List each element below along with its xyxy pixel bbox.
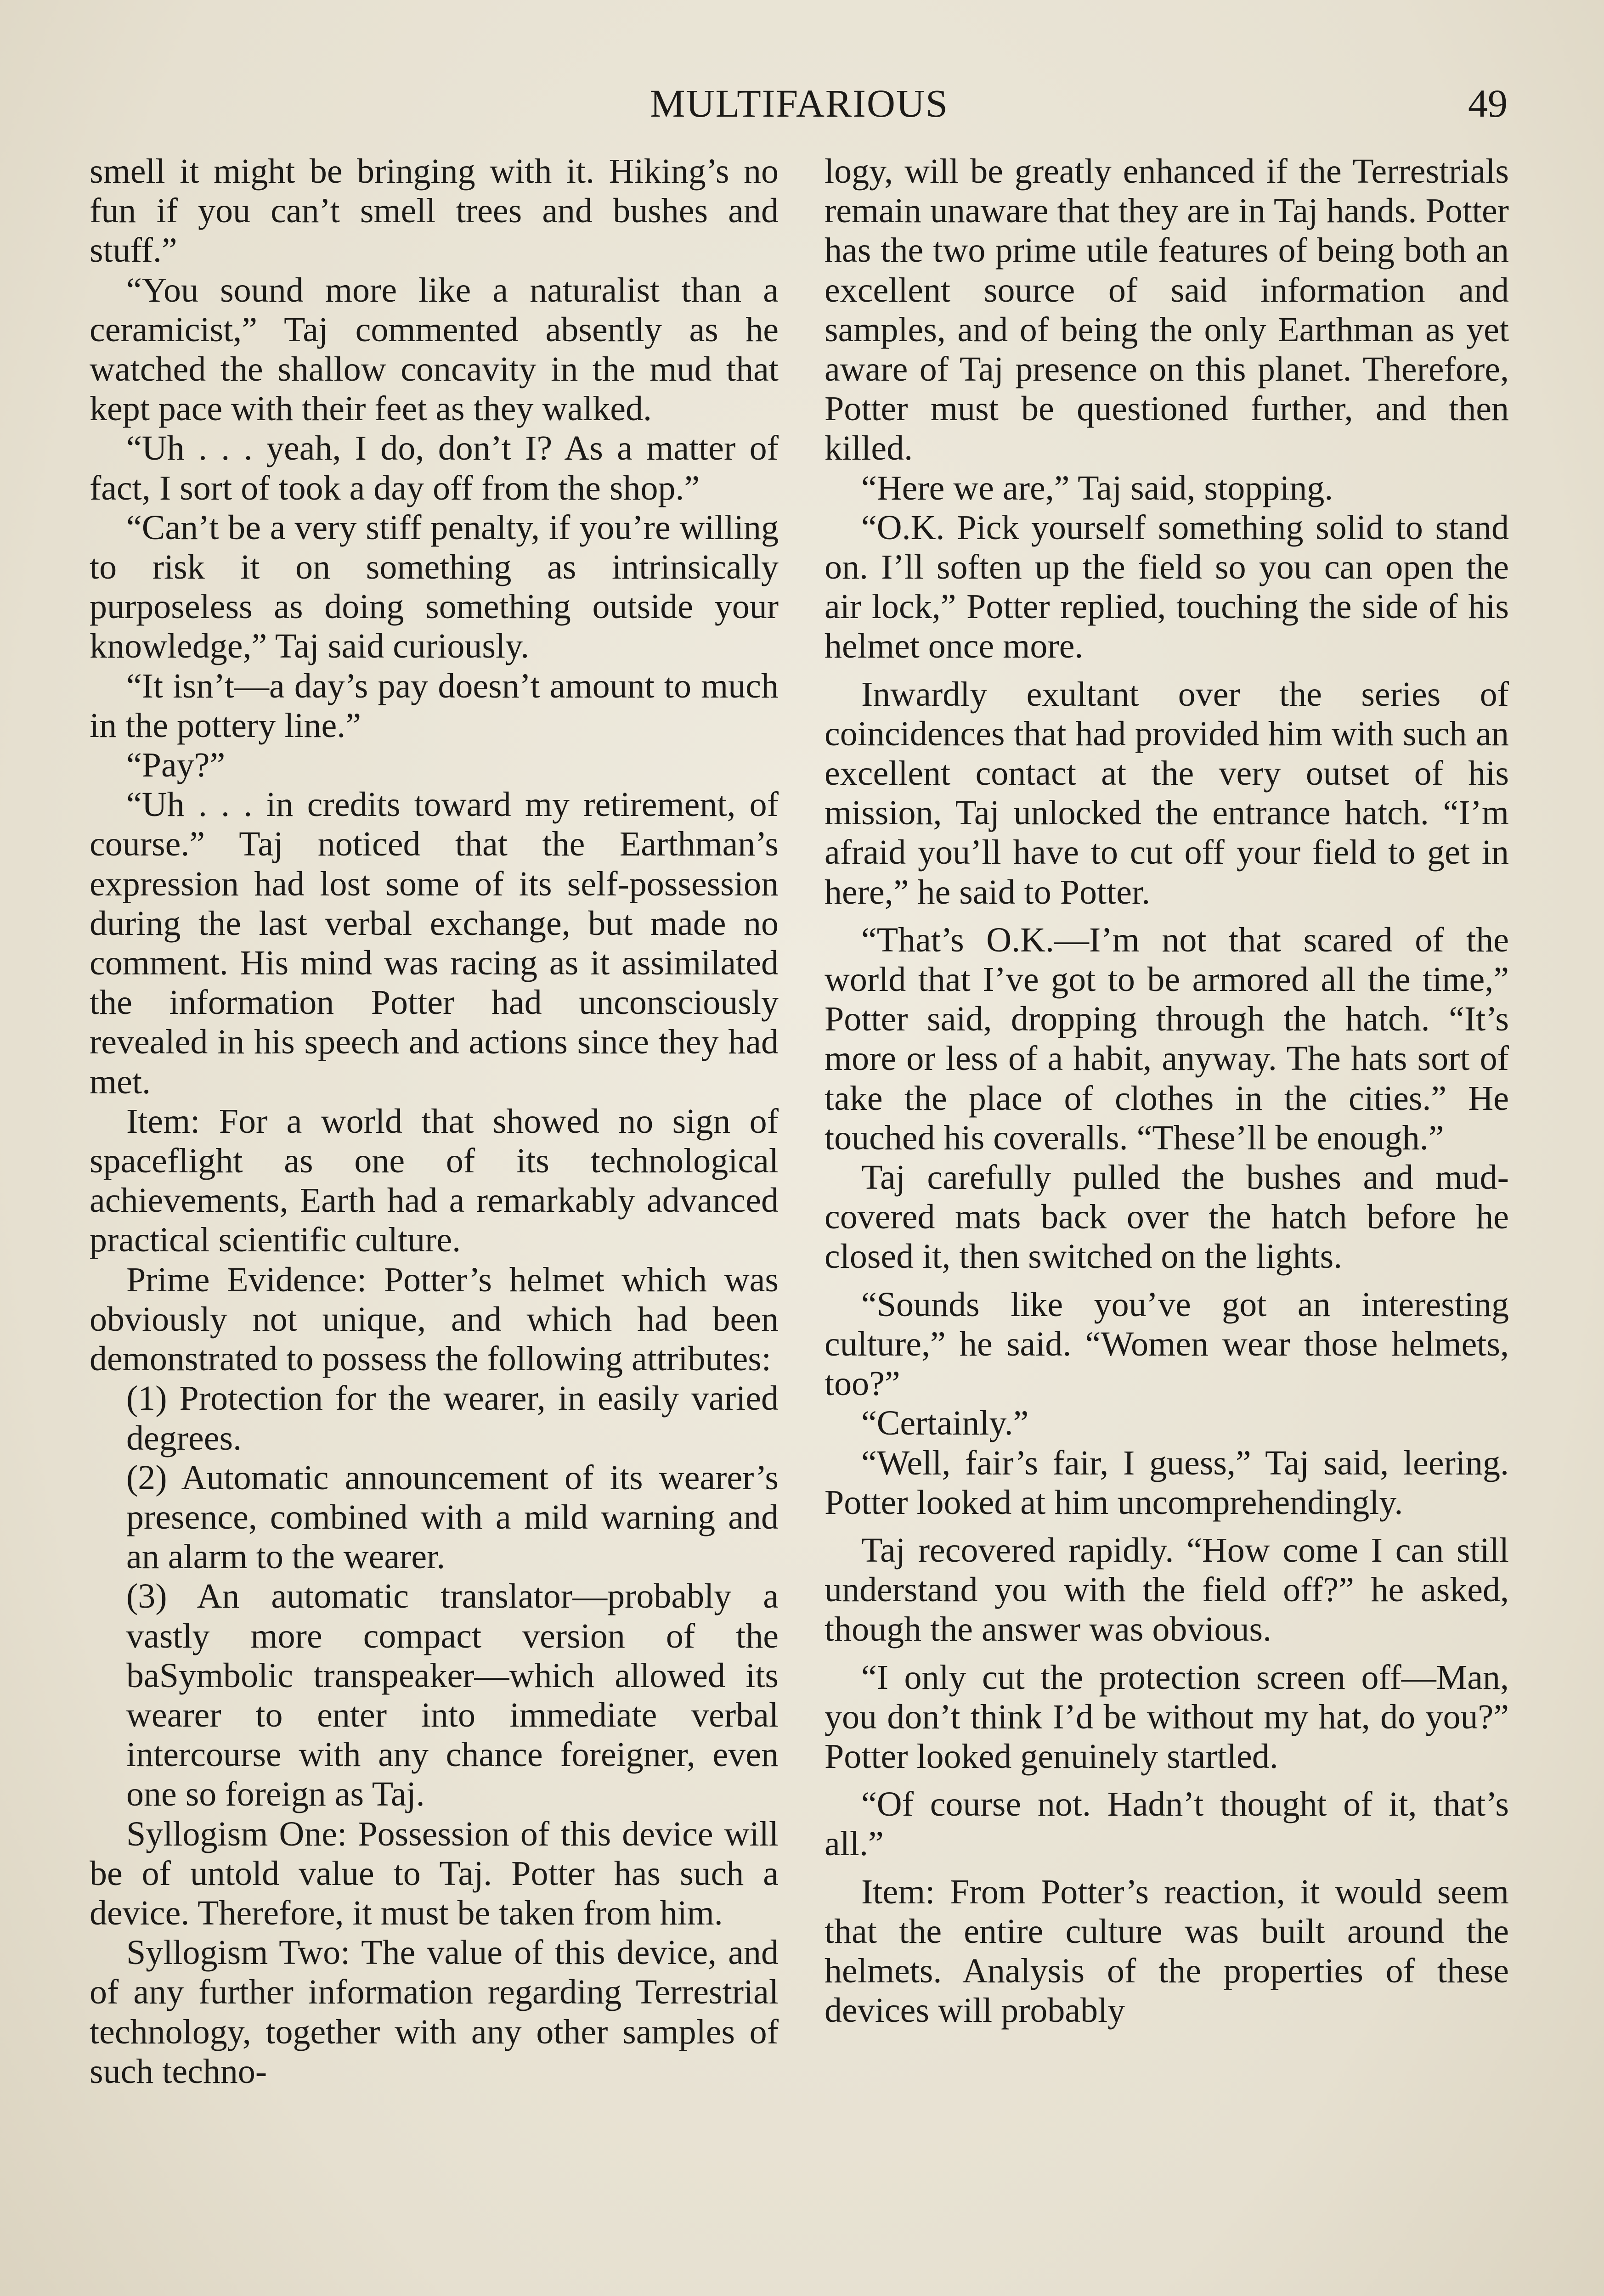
paragraph: Prime Evidence: Potter’s helmet which was obviously not unique, and which had been demonstrated to possess the following attributes: (90, 1260, 779, 1379)
left-column (90, 152, 779, 2091)
paragraph: “Uh . . . in credits toward my retirement, of course.” Taj noticed that the Earthman’s expression had lost some of its self-possession during the last verbal exchange, but made no comment. His mind was racing as it assimilated the information Potter had unconsciously revealed in his speech and actions since they had met. (90, 785, 779, 1101)
paragraph: Item: From Potter’s reaction, it would seem that the entire culture was built around the helmets. Analysis of the properties of these devices will probably (825, 1872, 1509, 2030)
list-item: (1) Protection for the wearer, in easily varied degrees. (126, 1379, 779, 1458)
paragraph: “You sound more like a naturalist than a ceramicist,” Taj commented absently as he watched the shallow concavity in the mud that kept pace with their feet as they walked. (90, 270, 779, 428)
paragraph: “Sounds like you’ve got an interesting culture,” he said. “Women wear those helmets, too?” (825, 1285, 1509, 1403)
paragraph: “O.K. Pick yourself something solid to stand on. I’ll soften up the field so you can open the air lock,” Potter replied, touching the side of his helmet once more. (825, 508, 1509, 666)
paragraph: logy, will be greatly enhanced if the Terrestrials remain unaware that they are in Taj hands. Potter has the two prime utile features of being both an excellent source of said information and samples, and of being the only Earthman as yet aware of Taj presence on this planet. Therefore, Potter must be questioned further, and then killed. (825, 152, 1509, 468)
paragraph: “Here we are,” Taj said, stopping. (861, 468, 1333, 507)
right-column (825, 152, 1509, 2030)
paragraph: “Of course not. Hadn’t thought of it, that’s all.” (825, 1785, 1509, 1863)
page-number: 49 (1468, 81, 1508, 125)
paragraph: “Well, fair’s fair, I guess,” Taj said, leering. Potter looked at him uncomprehendingly. (825, 1443, 1509, 1522)
paragraph: “I only cut the protection screen off—Man, you don’t think I’d be without my hat, do you?” Potter looked genuinely startled. (825, 1658, 1509, 1776)
paragraph: Taj carefully pulled the bushes and mud-covered mats back over the hatch before he closed it, then switched on the lights. (825, 1158, 1509, 1276)
paragraph: Syllogism One: Possession of this device will be of untold value to Taj. Potter has such a device. Therefore, it must be taken from him. (90, 1814, 779, 1932)
paragraph: Inwardly exultant over the series of coincidences that had provided him with such an excellent contact at the very outset of his mission, Taj unlocked the entrance hatch. “I’m afraid you’ll have to cut off your field to get in here,” he said to Potter. (825, 675, 1509, 912)
paragraph: Syllogism Two: The value of this device, and of any further information regarding Terrestrial technology, together with any other samples of such techno- (90, 1933, 779, 2091)
paragraph: Taj recovered rapidly. “How come I can still understand you with the field off?” he asked, though the answer was obvious. (825, 1531, 1509, 1649)
paragraph: “Can’t be a very stiff penalty, if you’re willing to risk it on something as intrinsically purposeless as doing something outside your knowledge,” Taj said curiously. (90, 508, 779, 666)
running-head-title: MULTIFARIOUS (650, 81, 949, 125)
paragraph: “Uh . . . yeah, I do, don’t I? As a matter of fact, I sort of took a day off from the shop.” (90, 429, 779, 507)
paragraph: Item: For a world that showed no sign of spaceflight as one of its technological achievements, Earth had a remarkably advanced practical scientific culture. (90, 1102, 779, 1260)
paragraph: “Pay?” (126, 746, 226, 785)
paragraph: “Certainly.” (861, 1404, 1029, 1443)
paragraph: smell it might be bringing with it. Hiking’s no fun if you can’t smell trees and bushes and stuff.” (90, 152, 779, 270)
paragraph: “It isn’t—a day’s pay doesn’t amount to much in the pottery line.” (90, 666, 779, 745)
paragraph: “That’s O.K.—I’m not that scared of the world that I’ve got to be armored all the time,” Potter said, dropping through the hatch. “It’s more or less of a habit, anyway. The hats sort of take the place of clothes in the cities.” He touched his coveralls. “These’ll be enough.” (825, 920, 1509, 1157)
list-item: (2) Automatic announcement of its wearer’s presence, combined with a mild warning and an alarm to the wearer. (126, 1458, 779, 1576)
list-item: (3) An automatic translator—probably a vastly more compact version of the baSymbolic transpeaker—which allowed its wearer to enter into immediate verbal intercourse with any chance foreigner, even one so foreign as Taj. (126, 1577, 779, 1814)
